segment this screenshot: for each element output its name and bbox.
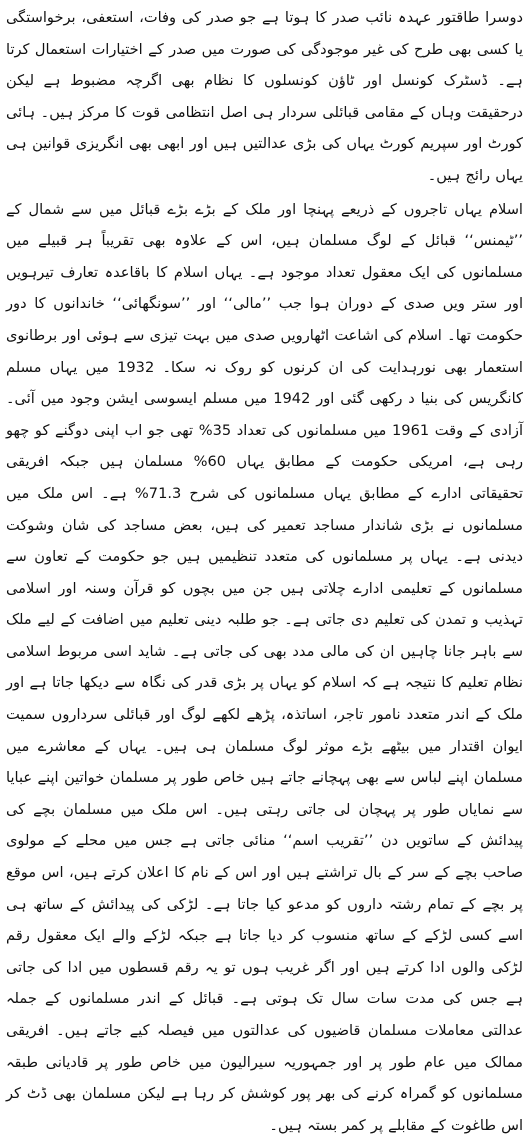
paragraph-government-structure: دوسرا طاقتور عہدہ نائب صدر کا ہوتا ہے جو صدر کی وفات، استعفی، برخواستگی یا کسی بھی طرح کی غیر موجودگی کی صورت میں صدر کے اختیارات استعمال کرتا ہے۔ ڈسٹرک کونسل اور ٹاؤن کونسلوں کا نظام بھی اگرچہ مضبوط ہے لیکن درحقیقت وہاں کے مقامی قبائلی سردار ہی اصل انتظامی قوت کا مرکز ہیں۔ ہائی کورٹ اور سپریم کورٹ یہاں کی بڑی عدالتیں ہیں اور ابھی بھی انگریزی قوانین ہی یہاں رائج ہیں۔ [6,9,523,184]
paragraph-islam-history: اسلام یہاں تاجروں کے ذریعے پہنچا اور ملک کے بڑے بڑے قبائل میں سے شمال کے ’’ٹیمنس‘‘ قبائل کے لوگ مسلمان ہیں، اس کے علاوہ بھی تقریباً ہر قبیلے میں مسلمانوں کی ایک معقول تعداد موجود ہے۔ یہاں اسلام کا باقاعدہ تعارف تیرہویں اور ستر ویں صدی کے دوران ہوا جب ’’مالی‘‘ اور ’’سونگھائی‘‘ خاندانوں کا دور حکومت تھا۔ اسلام کی اشاعت اٹھارویں صدی میں بہت تیزی سے ہوئی اور برطانوی استعمار بھی نورہدایت کی ان کرنوں کو روک نہ سکا۔ 1932 میں یہاں مسلم کانگریس کی بنیا د رکھی گئی اور 1942 میں مسلم ایسوسی ایشن وجود میں آئی۔ آزادی کے وقت 1961 میں مسلمانوں کی تعداد 35% تھی جو اب اپنی دوگنے کو چھو رہی ہے، امریکی حکومت کے مطابق یہاں 60% مسلمان ہیں جبکہ افریقی تحقیقاتی ادارے کے مطابق یہاں مسلمانوں کی شرح 71.3% ہے۔ اس ملک میں مسلمانوں نے بڑی شاندار مساجد تعمیر کی ہیں، بعض مساجد کی شان وشوکت دیدنی ہے۔ یہاں پر مسلمانوں کی متعدد تنظیمیں ہیں جو حکومت کے تعاون سے مسلمانوں کے تعلیمی ادارے چلاتی ہیں جن میں بچوں کو قرآن وسنہ اور اسلامی تہذیب و تمدن کی تعلیم دی جاتی ہے۔ جو طلبہ دینی تعلیم میں اضافت کے لیے ملک سے باہر جانا چاہیں ان کی مالی مدد بھی کی جاتی ہے۔ شاید اسی مربوط اسلامی نظام تعلیم کا نتیجہ ہے کہ اسلام کو یہاں پر بڑی قدر کی نگاہ سے دیکھا جاتا ہے اور ملک کے اندر متعدد نامور تاجر، اساتذہ، پڑھے لکھے لوگ اور قبائلی سرداروں سمیت ایوان اقتدار میں بیٹھے بڑے موثر لوگ مسلمان ہی ہیں۔ یہاں کے معاشرے میں مسلمان اپنے لباس سے بھی پہچانے جاتے ہیں خاص طور پر مسلمان خواتین اپنے عبایا سے نمایاں طور پر پہچان لی جاتی رہتی ہیں۔ اس ملک میں مسلمان بچے کی پیدائش کے ساتویں دن ’’تقریب اسم‘‘ منائی جاتی ہے جس میں محلے کے مولوی صاحب بچے کے سر کے بال تراشتے ہیں اور اس کے نام کا اعلان کرتے ہیں، اس موقع پر بچے کے تمام رشتہ داروں کو مدعو کیا جاتا ہے۔ لڑکی کی پیدائش کے ساتھ ہی اسے کسی لڑکے کے ساتھ منسوب کر دیا جاتا ہے جبکہ لڑکے والے ایک معقول رقم لڑکی والوں ادا کرتے ہیں اور اگر غریب ہوں تو یہ رقم قسطوں میں ادا کی جاتی ہے جس کی مدت سات سال تک ہوتی ہے۔ قبائل کے اندر مسلمانوں کے جملہ عدالتی معاملات مسلمان قاضیوں کی عدالتوں میں فیصلہ کیے جاتے ہیں۔ افریقی ممالک میں عام طور پر اور جمہوریہ سیرالیون میں خاص طور پر قادیانی طبقہ مسلمانوں کو گمراہ کرنے کی بھر پور کوشش کر رہا ہے لیکن مسلمان بھی ڈٹ کر اس طاغوت کے مقابلے پر کمر بستہ ہیں۔ [6,200,523,1134]
